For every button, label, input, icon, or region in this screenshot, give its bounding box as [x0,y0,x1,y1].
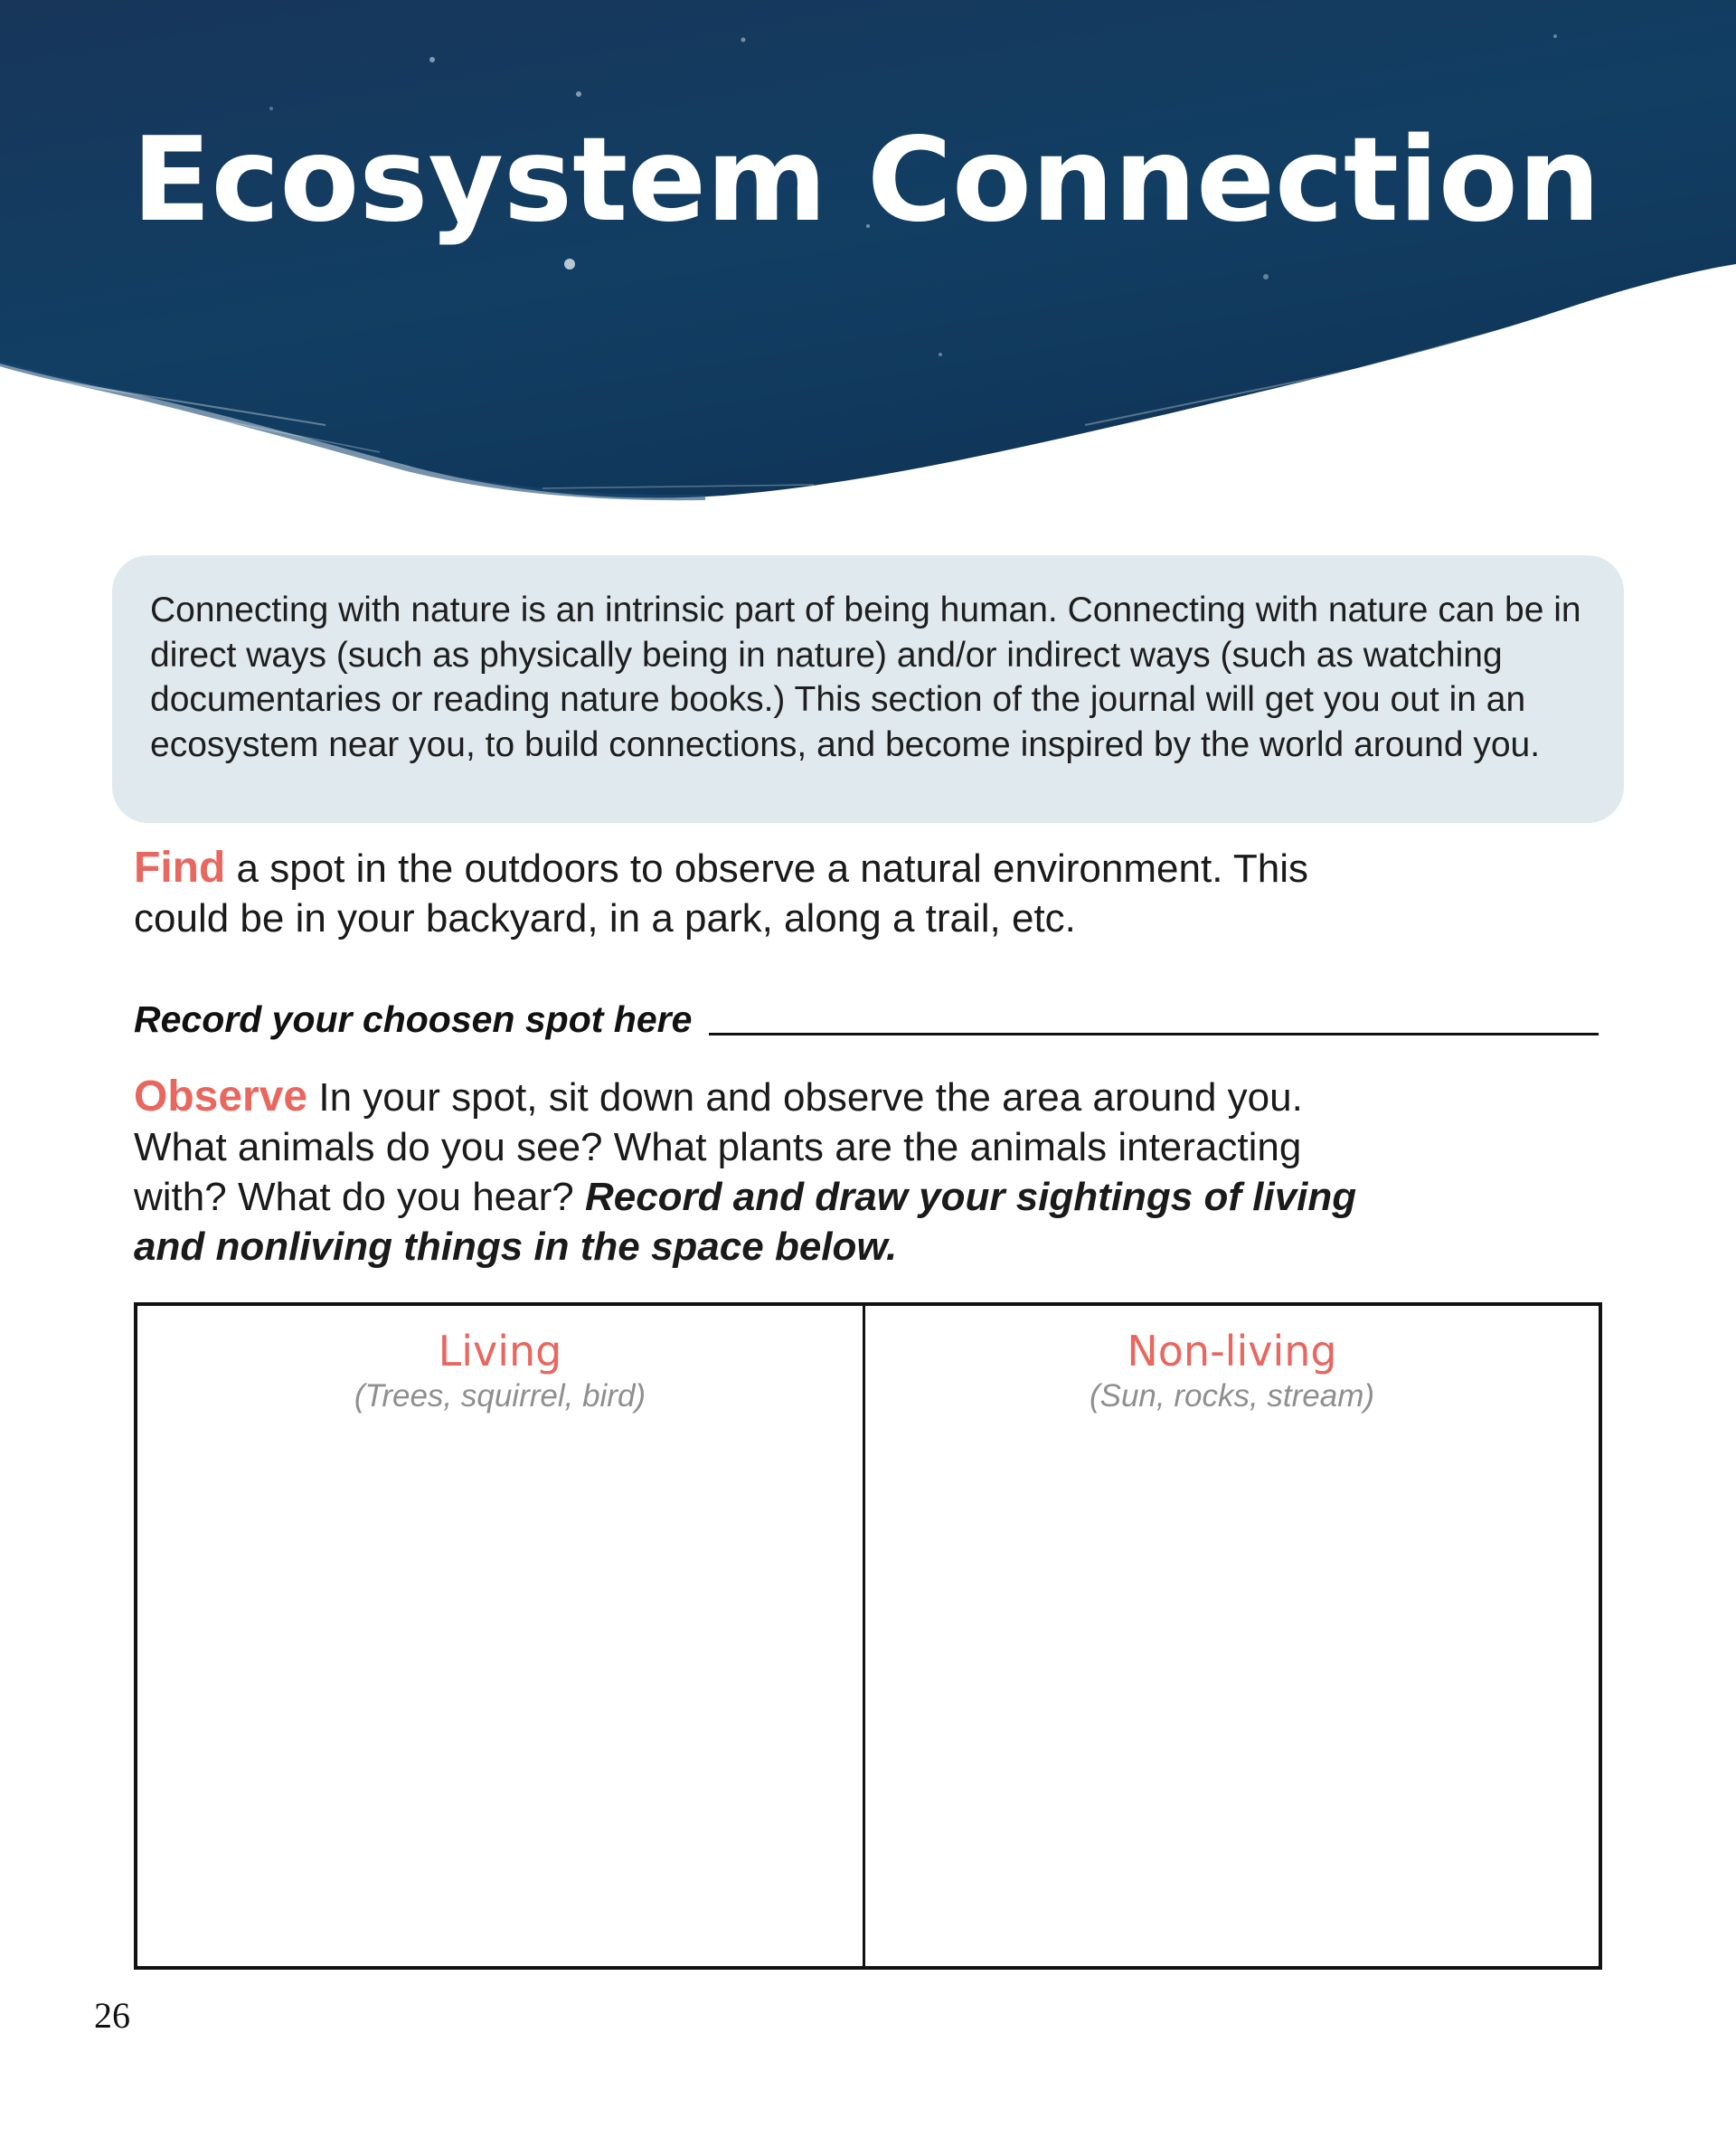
nonliving-heading: Non-living [1127,1327,1337,1376]
intro-box [112,555,1624,823]
observe-emphasis: Record and draw your sightings of living and nonliving things in the space below. [134,1175,1357,1269]
living-hint: (Trees, squirrel, bird) [354,1378,646,1414]
observe-text: In your spot, sit down and observe the area around you. What animals do you see? What plants are the animals interacting with? What do you hear? [134,1075,1303,1219]
nonliving-hint: (Sun, rocks, stream) [1089,1378,1375,1414]
page-number: 26 [94,1995,130,2036]
record-spot-label: Record your choosen spot here [134,998,693,1040]
record-spot-line[interactable] [709,1033,1599,1035]
find-keyword: Find [134,844,226,892]
observe-section [134,1072,1382,1272]
record-spot-row [134,995,1599,1049]
observe-keyword: Observe [134,1073,308,1121]
header-brush-band [0,0,1736,525]
observation-table [134,1302,1602,1970]
intro-text: Connecting with nature is an intrinsic part of being human. Connecting with nature can be in direct ways (such as physically being in nature) and/or indirect ways (such as watching documentaries or reading nature books.) This section of the journal will get you out in an ecosystem near you, to build connections, and become inspired by the world around you. [150,591,1581,764]
find-text: a spot in the outdoors to observe a natural environment. This could be in your backyard, in a park, along a trail, etc. [134,846,1308,941]
living-heading: Living [438,1327,562,1376]
page-title: Ecosystem Connection [132,113,1600,248]
find-section [134,843,1400,943]
nonliving-column[interactable] [865,1326,1599,1416]
living-column[interactable] [137,1326,863,1416]
